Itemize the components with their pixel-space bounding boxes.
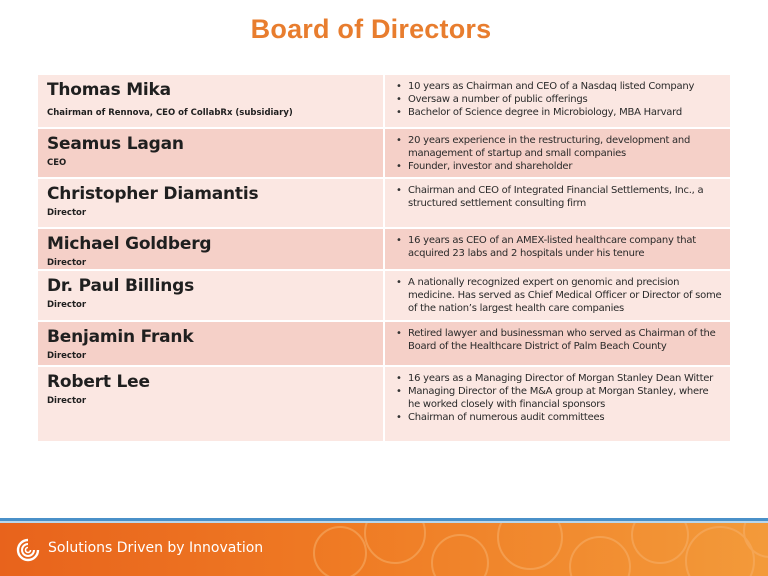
director-name: Dr. Paul Billings bbox=[47, 276, 195, 296]
bio-item: • 20 years experience in the restructuring, development and management of startup and small companies bbox=[395, 134, 722, 160]
director-name-cell bbox=[38, 75, 383, 127]
director-bio-cell bbox=[383, 271, 730, 320]
bio-item: • 16 years as CEO of an AMEX-listed healthcare company that acquired 23 labs and 2 hospitals under his tenure bbox=[395, 234, 722, 260]
swirl-logo-icon bbox=[16, 538, 40, 562]
director-row bbox=[38, 177, 730, 227]
bio-item: • 16 years as a Managing Director of Morgan Stanley Dean Witter bbox=[395, 372, 722, 385]
director-row bbox=[38, 127, 730, 177]
director-role: Director bbox=[47, 396, 87, 406]
director-bio-cell bbox=[383, 129, 730, 177]
director-row bbox=[38, 269, 730, 320]
director-name: Benjamin Frank bbox=[47, 327, 194, 347]
director-name-cell bbox=[38, 271, 383, 320]
footer-tagline: Solutions Driven by Innovation bbox=[48, 540, 264, 556]
bio-item: • Chairman and CEO of Integrated Financial Settlements, Inc., a structured settlement consulting firm bbox=[395, 184, 722, 210]
bio-item: • Founder, investor and shareholder bbox=[395, 160, 722, 173]
director-bio-cell bbox=[383, 367, 730, 441]
bio-list bbox=[395, 134, 722, 173]
director-name-cell bbox=[38, 229, 383, 269]
director-name-cell bbox=[38, 129, 383, 177]
bio-item: • Managing Director of the M&A group at Morgan Stanley, where he worked closely with financial sponsors bbox=[395, 385, 722, 411]
bio-list bbox=[395, 234, 722, 260]
director-row bbox=[38, 365, 730, 441]
director-name: Robert Lee bbox=[47, 372, 150, 392]
bio-list bbox=[395, 80, 722, 119]
footer-bar bbox=[0, 518, 768, 576]
directors-table bbox=[38, 75, 730, 441]
director-bio-cell bbox=[383, 179, 730, 227]
bio-item: • Chairman of numerous audit committees bbox=[395, 411, 722, 424]
director-name: Thomas Mika bbox=[47, 80, 171, 100]
bio-list bbox=[395, 372, 722, 424]
director-bio-cell bbox=[383, 322, 730, 365]
bio-item: • A nationally recognized expert on genomic and precision medicine. Has served as Chief Medical Officer or Director of some of the nation’s largest health care companies bbox=[395, 276, 722, 315]
director-name: Christopher Diamantis bbox=[47, 184, 259, 204]
director-bio-cell bbox=[383, 75, 730, 127]
director-role: Director bbox=[47, 351, 87, 361]
director-bio-cell bbox=[383, 229, 730, 269]
director-role: CEO bbox=[47, 158, 67, 168]
bio-list bbox=[395, 276, 722, 315]
page-title: Board of Directors bbox=[250, 14, 492, 44]
director-role: Chairman of Rennova, CEO of CollabRx (subsidiary) bbox=[47, 108, 293, 118]
bio-item: • Retired lawyer and businessman who served as Chairman of the Board of the Healthcare District of Palm Beach County bbox=[395, 327, 722, 353]
director-row bbox=[38, 320, 730, 365]
director-role: Director bbox=[47, 258, 87, 268]
footer-pattern bbox=[300, 523, 768, 576]
bio-list bbox=[395, 327, 722, 353]
bio-item: • Oversaw a number of public offerings bbox=[395, 93, 722, 106]
director-name-cell bbox=[38, 322, 383, 365]
bio-list bbox=[395, 184, 722, 210]
director-role: Director bbox=[47, 208, 87, 218]
bio-item: • 10 years as Chairman and CEO of a Nasdaq listed Company bbox=[395, 80, 722, 93]
director-name: Michael Goldberg bbox=[47, 234, 212, 254]
bio-item: • Bachelor of Science degree in Microbiology, MBA Harvard bbox=[395, 106, 722, 119]
director-name-cell bbox=[38, 367, 383, 441]
director-name-cell bbox=[38, 179, 383, 227]
director-row bbox=[38, 75, 730, 127]
director-name: Seamus Lagan bbox=[47, 134, 184, 154]
director-row bbox=[38, 227, 730, 269]
director-role: Director bbox=[47, 300, 87, 310]
